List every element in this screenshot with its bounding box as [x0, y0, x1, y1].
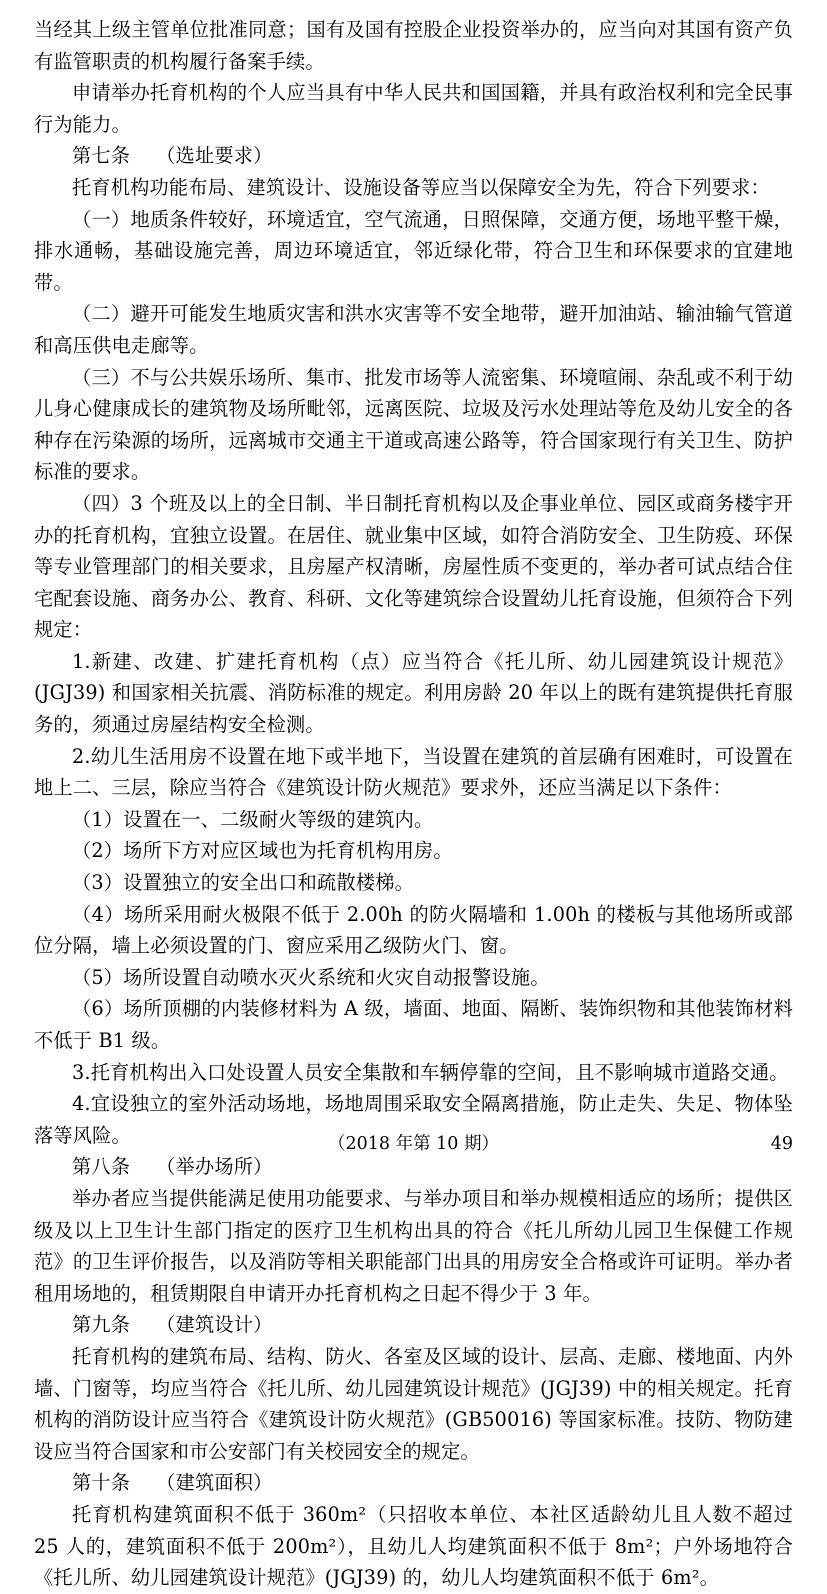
paragraph: 申请举办托育机构的个人应当具有中华人民共和国国籍，并具有政治权利和完全民事行为能力。 — [34, 81, 793, 136]
article-title: （选址要求） — [156, 144, 273, 168]
article-heading — [34, 140, 793, 172]
paragraph: 3.托育机构出入口处设置人员安全集散和车辆停靠的空间，且不影响城市道路交通。 — [72, 1060, 789, 1084]
paragraph: （二）避开可能发生地质灾害和洪水灾害等不安全地带，避开加油站、输油输气管道和高压供电走廊等。 — [34, 302, 793, 357]
paragraph: 1.新建、改建、扩建托育机构（点）应当符合《托儿所、幼儿园建筑设计规范》(JGJ39) 和国家相关抗震、消防标准的规定。利用房龄 20 年以上的既有建筑提供托育服务的，须通过房屋结构安全检测。 — [34, 649, 793, 737]
paragraph: （4）场所采用耐火极限不低于 2.00h 的防火隔墙和 1.00h 的楼板与其他场所或部位分隔，墙上必须设置的门、窗应采用乙级防火门、窗。 — [34, 902, 793, 958]
paragraph: 托育机构的建筑布局、结构、防火、各室及区域的设计、层高、走廊、楼地面、内外墙、门窗等，均应当符合《托儿所、幼儿园建筑设计规范》(JGJ39) 中的相关规定。托育机构的消防设计应当符合《建筑设计防火规范》(GB50016) 等国家标准。技防、物防建设应当符合国家和市公安部门有关校园安全的规定。 — [34, 1344, 793, 1463]
paragraph: 4.宜设独立的室外活动场地，场地周围采取安全隔离措施，防止走失、失足、物体坠落等风险。 — [34, 1092, 793, 1147]
page-footer — [34, 1132, 793, 1156]
paragraph: 当经其上级主管单位批准同意；国有及国有控股企业投资举办的，应当向对其国有资产负有监管职责的机构履行备案手续。 — [34, 18, 793, 73]
paragraph: 举办者应当提供能满足使用功能要求、与举办项目和举办规模相适应的场所；提供区级及以上卫生计生部门指定的医疗卫生机构出具的符合《托儿所幼儿园卫生保健工作规范》的卫生评价报告，以及消防等相关职能部门出具的用房安全合格或许可证明。举办者租用场地的，租赁期限自申请开办托育机构之日起不得少于 3 年。 — [34, 1186, 793, 1305]
paragraph: （5）场所设置自动喷水灭火系统和火灾自动报警设施。 — [72, 965, 550, 989]
paragraph: 2.幼儿生活用房不设置在地下或半地下，当设置在建筑的首层确有困难时，可设置在地上二、三层，除应当符合《建筑设计防火规范》要求外，还应当满足以下条件： — [34, 744, 793, 800]
article-heading — [34, 1309, 793, 1341]
article-number: 第七条 — [72, 144, 131, 168]
paragraph: （一）地质条件较好，环境适宜，空气流通，日照保障，交通方便，场地平整干燥，排水通畅，基础设施完善，周边环境适宜，邻近绿化带，符合卫生和环保要求的宜建地带。 — [34, 207, 793, 294]
article-number: 第十条 — [72, 1471, 131, 1495]
paragraph: （3）设置独立的安全出口和疏散楼梯。 — [72, 871, 414, 895]
paragraph: 托育机构功能布局、建筑设计、设施设备等应当以保障安全为先，符合下列要求： — [72, 175, 770, 199]
document-body — [34, 14, 793, 1594]
article-title: （建筑面积） — [156, 1471, 273, 1495]
paragraph: （四）3 个班及以上的全日制、半日制托育机构以及企事业单位、园区或商务楼宇开办的托育机构，宜独立设置。在居住、就业集中区域，如符合消防安全、卫生防疫、环保等专业管理部门的相关要求，且房屋产权清晰，房屋性质不变更的，举办者可试点结合住宅配套设施、商务办公、教育、科研、文化等建筑综合设置幼儿托育设施，但须符合下列规定： — [34, 491, 793, 642]
article-heading — [34, 1467, 793, 1499]
article-number: 第八条 — [72, 1155, 131, 1179]
article-number: 第九条 — [72, 1313, 131, 1337]
page-number: 49 — [770, 1134, 793, 1154]
paragraph: （三）不与公共娱乐场所、集市、批发市场等人流密集、环境喧闹、杂乱或不利于幼儿身心健康成长的建筑物及场所毗邻，远离医院、垃圾及污水处理站等危及幼儿安全的各种存在污染源的场所，远离城市交通主干道或高速公路等，符合国家现行有关卫生、防护标准的要求。 — [34, 365, 793, 484]
footer-issue: （2018 年第 10 期） — [328, 1134, 499, 1154]
paragraph: 托育机构建筑面积不低于 360m²（只招收本单位、本社区适龄幼儿且人数不超过 25 人的，建筑面积不低于 200m²），且幼儿人均建筑面积不低于 8m²；户外场地符合《托儿所、幼儿园建筑设计规范》(JGJ39) 的，幼儿人均建筑面积不低于 6m²。 — [34, 1502, 793, 1590]
article-heading — [34, 1151, 793, 1183]
paragraph: （2）场所下方对应区域也为托育机构用房。 — [72, 839, 453, 863]
article-title: （建筑设计） — [156, 1313, 273, 1337]
paragraph: （1）设置在一、二级耐火等级的建筑内。 — [72, 807, 434, 831]
paragraph: （6）场所顶棚的内装修材料为 A 级，墙面、地面、隔断、装饰织物和其他装饰材料不低于 B1 级。 — [34, 997, 793, 1052]
article-title: （举办场所） — [156, 1155, 273, 1179]
